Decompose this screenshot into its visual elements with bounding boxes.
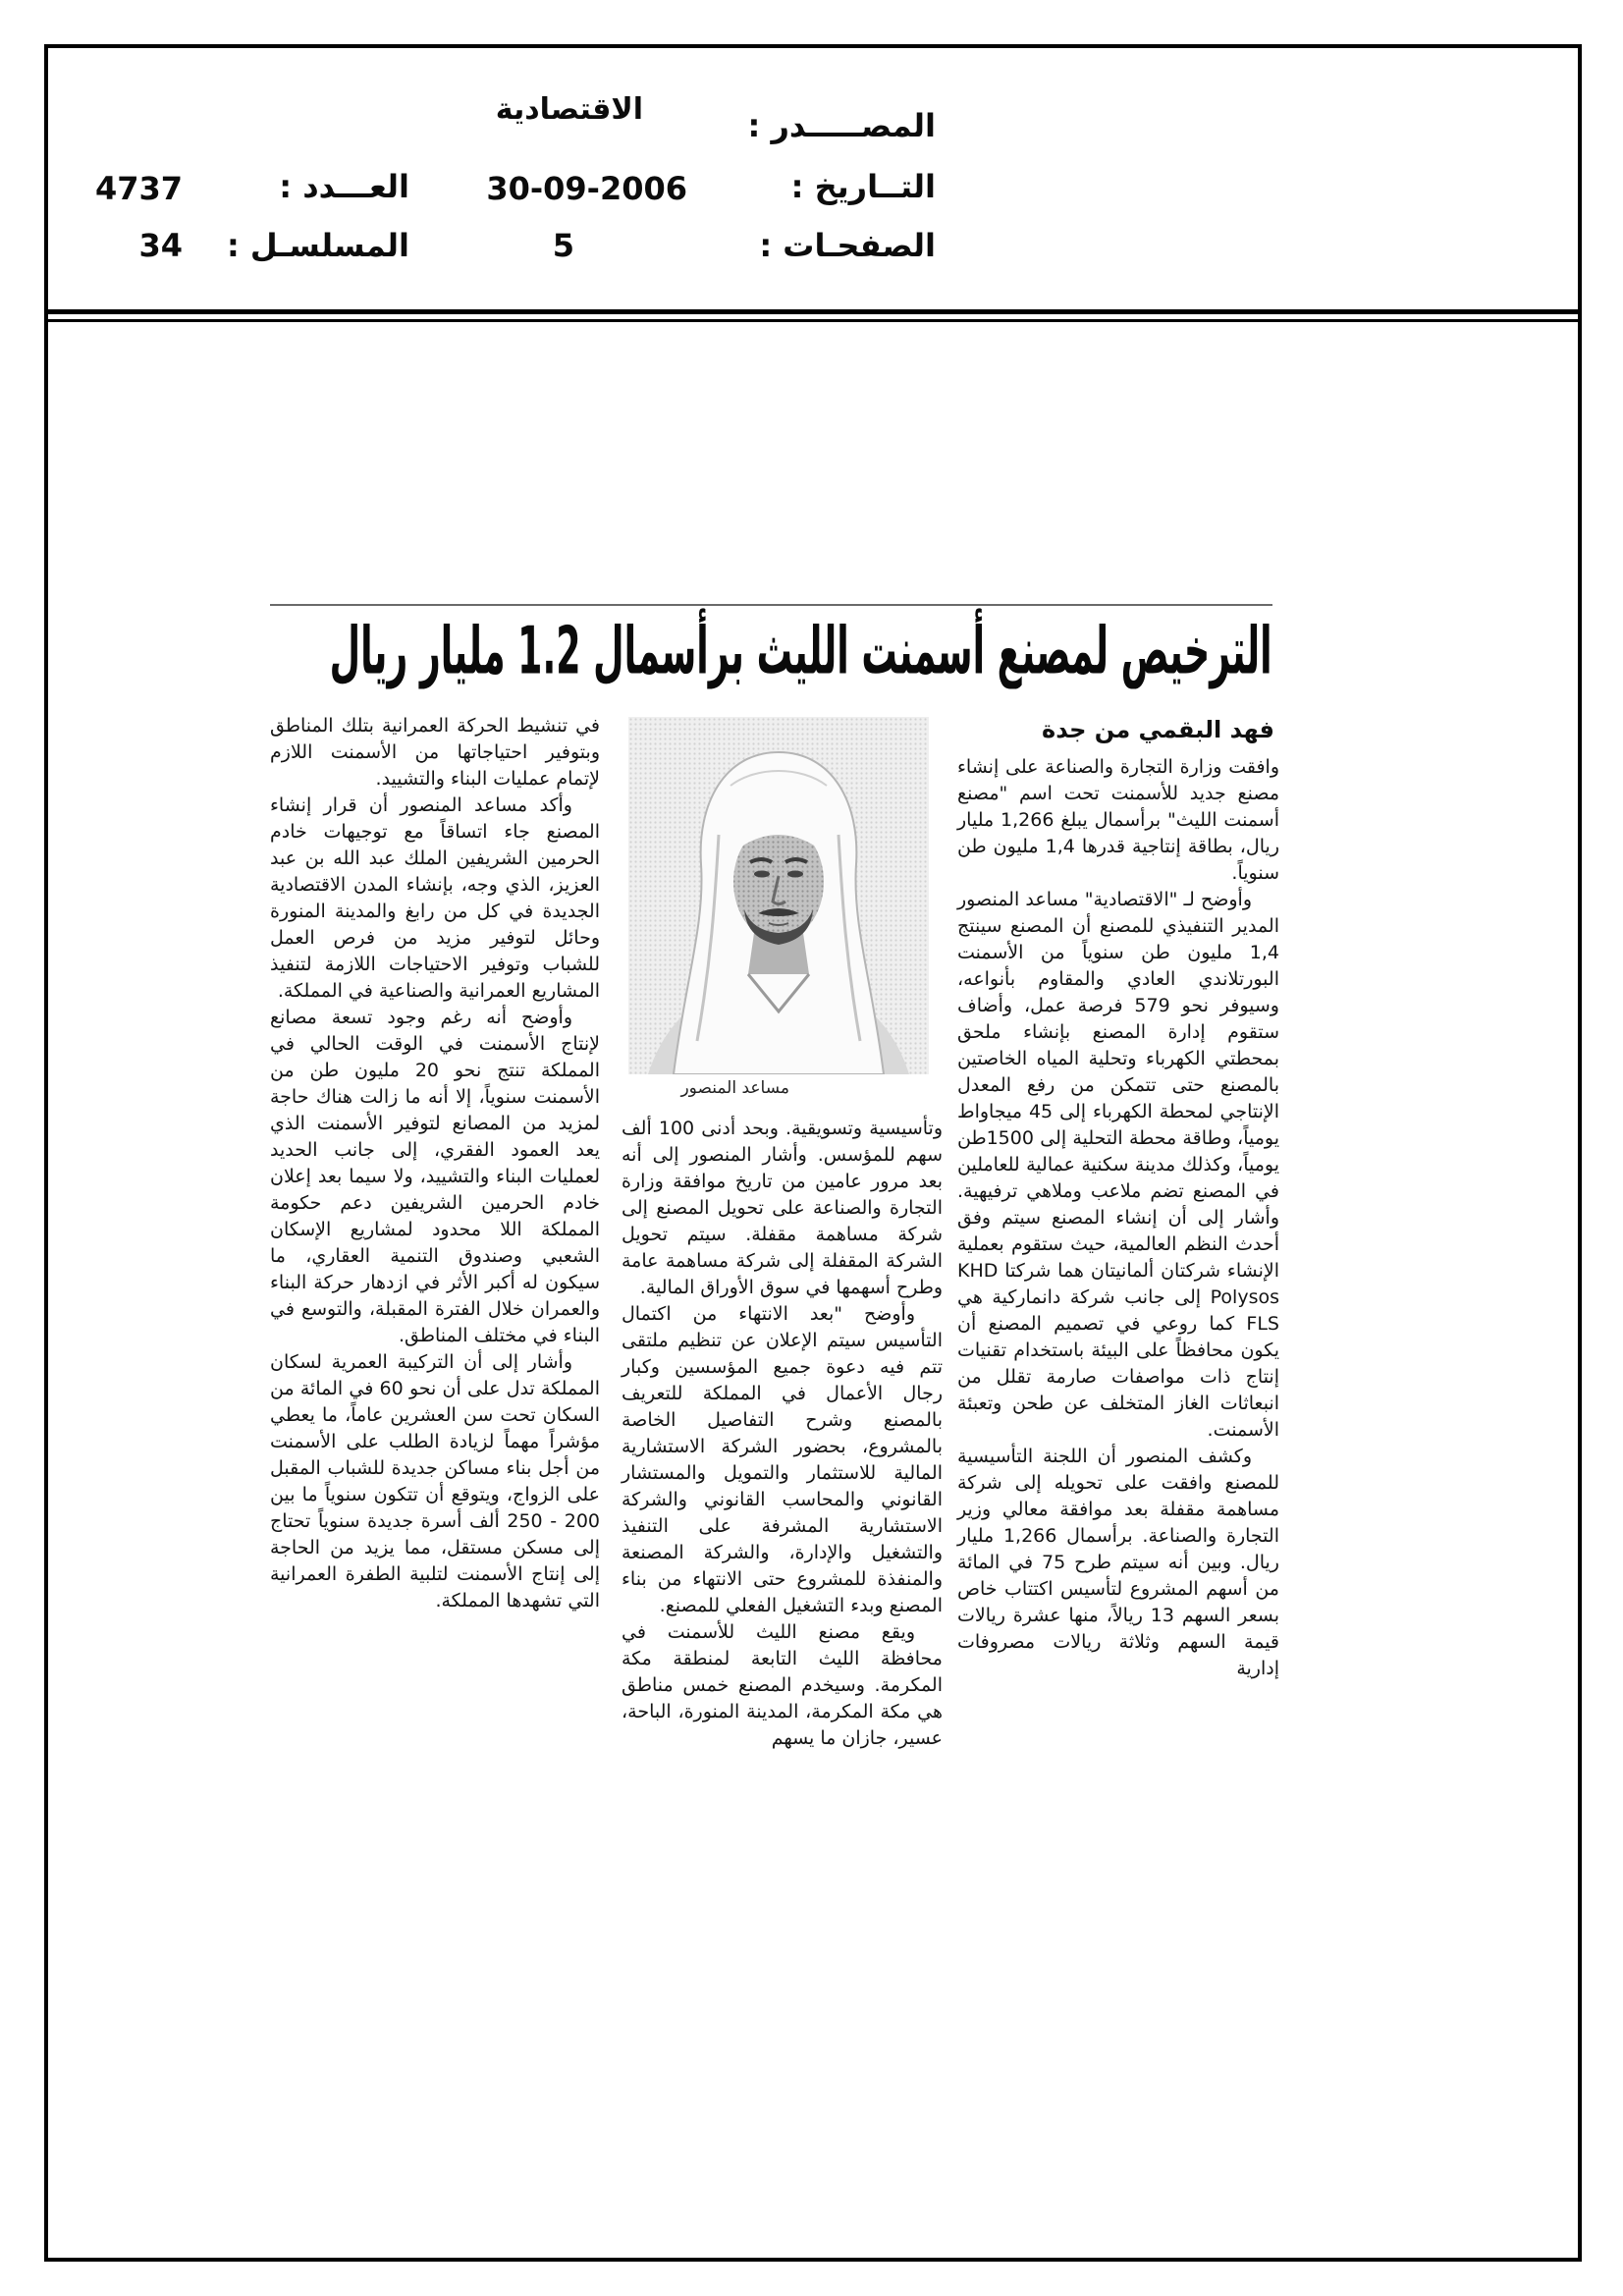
header-divider-thin: [44, 319, 1582, 322]
left-eye: [754, 871, 770, 878]
header-divider: [44, 309, 1582, 314]
right-eye: [787, 871, 803, 878]
paragraph: وأشار إلى أن التركيبة العمرية لسكان المملكة تدل على أن نحو 60 في المائة من السكان تحت سن العشرين عاماً، ما يعطي مؤشراً مهماً لزيادة الطلب على الأسمنت من أجل بناء مساكن جديدة للشباب المقبل على الزواج، ويتوقع أن تتكون سنوياً ما بين 200 - 250 ألف أسرة جديدة سنوياً تحتاج إلى مسكن مستقل، مما يزيد من الحاجة إلى إنتاج الأسمنت لتلبية الطفرة العمرانية التي تشهدها المملكة.: [270, 1351, 601, 1612]
paragraph: ويقع مصنع الليث للأسمنت في محافظة الليث التابعة لمنطقة مكة المكرمة. وسيخدم المصنع خمس مناطق هي مكة المكرمة، المدينة المنورة، الباحة، عسير، جازان ما يسهم: [622, 1621, 943, 1749]
issue-value: 4737: [94, 170, 183, 207]
paragraph: وتأسيسية وتسويقية. وبحد أدنى 100 ألف سهم للمؤسس. وأشار المنصور إلى أنه بعد مرور عامين من تاريخ موافقة وزارة التجارة والصناعة على تحويل المصنع إلى شركة مساهمة مقفلة. سيتم تحويل الشركة المقفلة إلى شركة مساهمة عامة وطرح أسهمها في سوق الأوراق المالية.: [622, 1118, 943, 1298]
paragraph: في تنشيط الحركة العمرانية بتلك المناطق وبتوفير احتياجاتها من الأسمنت اللازم لإتمام عمليات البناء والتشييد.: [270, 715, 600, 790]
pages-value: 5: [552, 227, 574, 264]
paragraph: وأوضح "بعد الانتهاء من اكتمال التأسيس سيتم الإعلان عن تنظيم ملتقى تتم فيه دعوة جميع المؤسسين وكبار رجال الأعمال في المملكة للتعريف بالمصنع وشرح التفاصيل الخاصة بالمشروع، بحضور الشركة الاستشارية المالية للاستثمار والتمويل والمستشار القانوني والمحاسب القانوني والشركة الاستشارية المشرفة على التنفيذ والتشغيل والإدارة، والشركة المصنعة والمنفذة للمشروع حتى الانتهاء من بناء المصنع وبدء التشغيل الفعلي للمصنع.: [622, 1303, 943, 1616]
serial-value: 34: [138, 227, 183, 264]
portrait-photo: [628, 717, 929, 1074]
paragraph: وكشف المنصور أن اللجنة التأسيسية للمصنع وافقت على تحويله إلى شركة مساهمة مقفلة بعد موافقة معالي وزير التجارة والصناعة. برأسمال 1,266 مليار ريال. وبين أنه سيتم طرح 75 في المائة من أسهم المشروع لتأسيس اكتتاب خاص بسعر السهم 13 ريالاً، منها عشرة ريالات قيمة السهم وثلاثة ريالات مصروفات إدارية: [957, 1446, 1279, 1679]
paragraph: وأكد مساعد المنصور أن قرار إنشاء المصنع جاء اتساقاً مع توجيهات خادم الحرمين الشريفين الملك عبد الله بن عبد العزيز، الذي وجه، بإنشاء المدن الاقتصادية الجديدة في كل من رابغ والمدينة المنورة وحائل لتوفير مزيد من فرص العمل للشباب وتوفير الاحتياجات اللازمة لتنفيذ المشاريع العمرانية والصناعية في المملكة.: [270, 794, 600, 1002]
date-label: التــاريخ :: [790, 168, 936, 205]
date-value: 30-09-2006: [486, 170, 687, 207]
issue-label: العـــدد :: [279, 168, 409, 205]
paragraph: وأوضح لـ "الاقتصادية" مساعد المنصور المدير التنفيذي للمصنع أن المصنع سينتج 1,4 مليون طن سنوياً من الأسمنت البورتلاندي العادي والمقاوم بأنواعه، وسيوفر نحو 579 فرصة عمل، وأضاف ستقوم إدارة المصنع بإنشاء ملحق بمحطتي الكهرباء وتحلية المياه الخاصتين بالمصنع حتى تتمكن من رفع المعدل الإنتاجي لمحطة الكهرباء إلى 45 ميجاواط يومياً، وطاقة محطة التحلية إلى 1500طن يومياً، وكذلك مدينة سكنية عمالية للعاملين في المصنع تضم ملاعب وملاهي ترفيهية. وأشار إلى أن إنشاء المصنع سيتم وفق أحدث النظم العالمية، حيث ستقوم بعملية الإنشاء شركتان ألمانيتان هما شركتا KHD Polysos إلى جانب شركة دانماركية هي FLS كما روعي في تصميم المصنع أن يكون محافظاً على البيئة باستخدام تقنيات إنتاج ذات مواصفات صارمة تقلل من انبعاثات الغاز المتخلف عن طحن وتعبئة الأسمنت.: [957, 889, 1279, 1441]
serial-label: المسلسـل :: [226, 227, 409, 264]
pages-label: الصفحـات :: [759, 227, 936, 264]
article-column-middle: [622, 1116, 943, 1752]
headline-area: [324, 612, 1272, 705]
article-column-left: [270, 713, 600, 1614]
article-top-rule: [270, 604, 1272, 606]
source-value: الاقتصادية: [495, 92, 643, 127]
headline: الترخيص لمصنع أسمنت الليث برأسمال 1.2 مليار ريال: [330, 612, 1272, 689]
byline: فهد البقمي من جدة: [1042, 716, 1274, 743]
paragraph: وافقت وزارة التجارة والصناعة على إنشاء مصنع جديد للأسمنت تحت اسم "مصنع أسمنت الليث" برأسمال يبلغ 1,266 مليار ريال، بطاقة إنتاجية قدرها 1,4 مليون طن سنوياً.: [957, 756, 1279, 884]
paragraph: وأوضح أنه رغم وجود تسعة مصانع لإنتاج الأسمنت في الوقت الحالي في المملكة تنتج نحو 20 مليون طن من الأسمنت سنوياً، إلا أنه ما زالت هناك حاجة لمزيد من المصانع لتوفير الأسمنت الذي يعد العمود الفقري، إلى جانب الحديد لعمليات البناء والتشييد، ولا سيما بعد إعلان خادم الحرمين الشريفين دعم حكومة المملكة اللا محدود لمشاريع الإسكان الشعبي وصندوق التنمية العقاري، ما سيكون له أكبر الأثر في ازدهار حركة البناء والعمران خلال الفترة المقبلة، والتوسع في البناء في مختلف المناطق.: [270, 1007, 600, 1346]
article-column-right: [957, 754, 1279, 1682]
source-label: المصـــــدر :: [747, 107, 936, 144]
photo-caption: مساعد المنصور: [680, 1078, 789, 1098]
